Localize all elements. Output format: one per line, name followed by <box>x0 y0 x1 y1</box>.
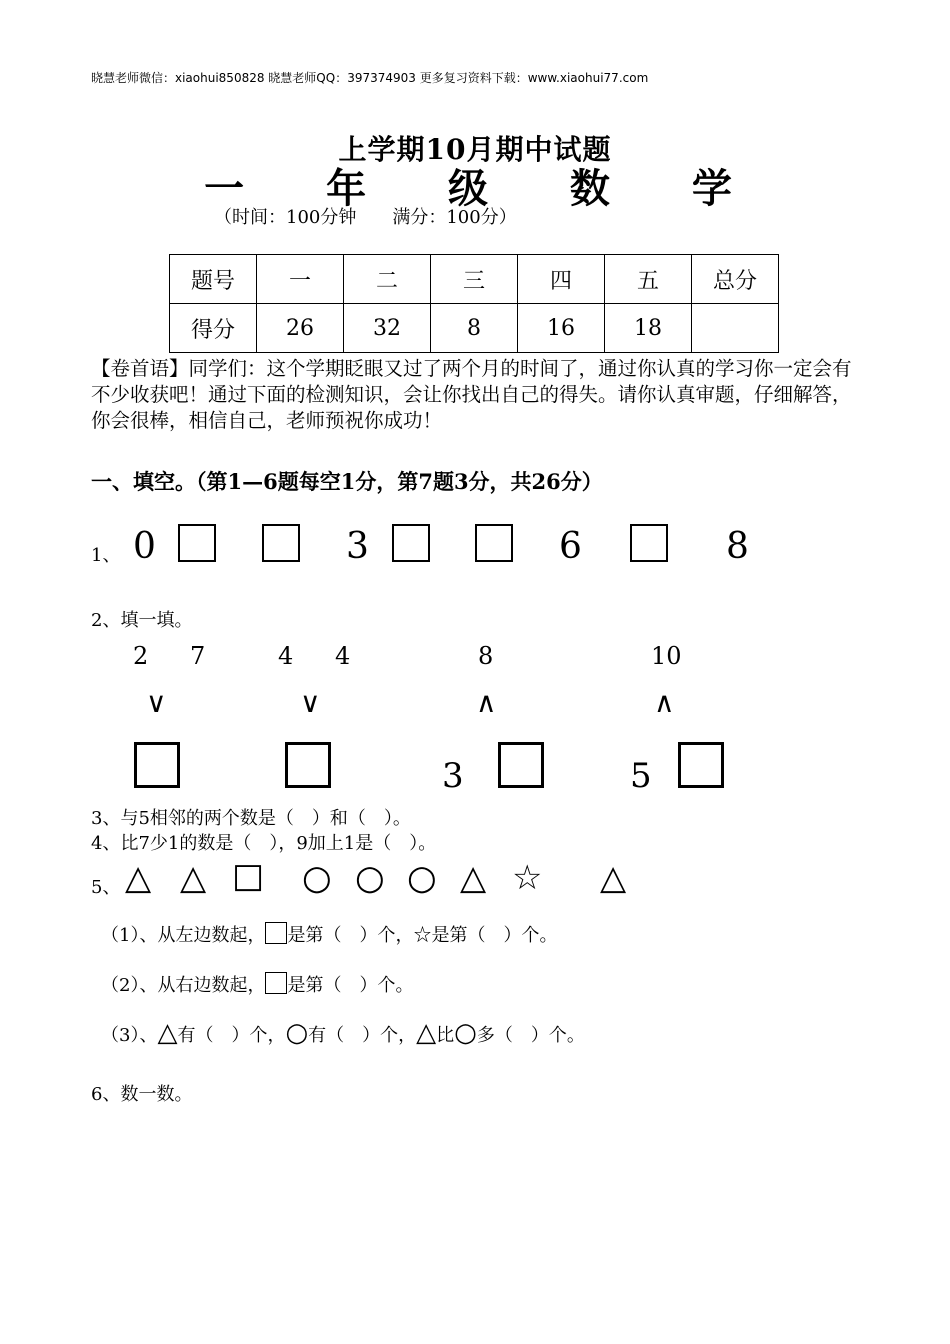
circle-icon: ○ <box>355 858 385 898</box>
triangle-icon: △ <box>180 858 207 898</box>
triangle-icon: △ <box>600 858 627 898</box>
q2-top-number: 8 <box>478 642 494 670</box>
answer-box[interactable] <box>475 524 513 562</box>
less-than-symbol: ∨ <box>146 686 167 719</box>
score-cell: 三 <box>431 255 518 304</box>
q5-sub3-part: 多（ ）个。 <box>476 1025 585 1046</box>
score-table-score-row <box>170 304 779 353</box>
square-icon: □ <box>232 856 265 896</box>
answer-box[interactable] <box>285 742 331 788</box>
q2-top-number: 10 <box>651 642 682 670</box>
q5-label: 5、 <box>91 877 121 898</box>
score-cell: 26 <box>257 304 344 353</box>
q1-number: 3 <box>346 526 369 567</box>
q5-sub3-part: 比 <box>436 1025 455 1046</box>
triangle-icon: △ <box>460 858 487 898</box>
q2-top-number: 2 <box>133 642 149 670</box>
triangle-icon: △ <box>157 1018 178 1048</box>
score-cell: 一 <box>257 255 344 304</box>
q2-bottom-number: 5 <box>630 756 652 796</box>
score-cell: 题号 <box>170 255 257 304</box>
score-cell-total[interactable] <box>692 304 779 353</box>
answer-box[interactable] <box>678 742 724 788</box>
star-icon: ☆ <box>512 858 543 898</box>
circle-icon: ○ <box>454 1018 477 1048</box>
q2-top-number: 7 <box>190 642 206 670</box>
triangle-icon: △ <box>125 858 152 898</box>
q6-text: 6、数一数。 <box>91 1084 193 1105</box>
score-cell: 二 <box>344 255 431 304</box>
q4-text: 4、比7少1的数是（ ），9加上1是（ ）。 <box>91 833 437 854</box>
score-table-header-row <box>170 255 779 304</box>
square-icon <box>265 922 287 944</box>
greater-than-symbol: ∧ <box>654 686 675 719</box>
page-header: 晓慧老师微信：xiaohui850828 晓慧老师QQ：397374903 更多复习资料下载：www.xiaohui77.com <box>91 71 649 85</box>
q3-text: 3、与5相邻的两个数是（ ）和（ ）。 <box>91 808 411 829</box>
q5-sub3-part: 有（ ）个， <box>177 1025 286 1046</box>
answer-box[interactable] <box>134 742 180 788</box>
q5-sub2-suffix: 是第（ ）个。 <box>287 975 414 996</box>
preface-text: 【卷首语】同学们：这个学期眨眼又过了两个月的时间了，通过你认真的学习你一定会有不少收获吧！通过下面的检测知识，会让你找出自己的得失。请你认真审题，仔细解答，你会很棒，相信自己，老师预祝你成功！ <box>91 357 852 432</box>
less-than-symbol: ∨ <box>300 686 321 719</box>
section1-heading: 一、填空。（第1—6题每空1分，第7题3分，共26分） <box>91 469 603 494</box>
q5-sub3-prefix: （3）、 <box>101 1025 158 1046</box>
q2-bottom-number: 3 <box>442 756 464 796</box>
q5-sub3-part: 有（ ）个， <box>308 1025 417 1046</box>
q5-sub3 <box>101 1018 585 1048</box>
circle-icon: ○ <box>302 858 332 898</box>
q2-label: 2、填一填。 <box>91 610 193 631</box>
circle-icon: ○ <box>285 1018 309 1048</box>
score-cell: 16 <box>518 304 605 353</box>
q2-top-number: 4 <box>335 642 351 670</box>
q1-number: 8 <box>726 526 749 567</box>
score-cell: 四 <box>518 255 605 304</box>
score-cell: 五 <box>605 255 692 304</box>
score-table <box>169 254 779 353</box>
exam-title: 上学期10月期中试题 <box>338 133 612 166</box>
q1-label: 1、 <box>91 545 121 566</box>
answer-box[interactable] <box>392 524 430 562</box>
q1-number: 0 <box>133 526 156 567</box>
score-cell: 32 <box>344 304 431 353</box>
circle-icon: ○ <box>407 858 437 898</box>
answer-box[interactable] <box>178 524 216 562</box>
greater-than-symbol: ∧ <box>476 686 497 719</box>
q5-sub2-prefix: （2）、从右边数起， <box>101 975 266 996</box>
q2-top-number: 4 <box>278 642 294 670</box>
time-info: （时间：100分钟 满分：100分） <box>214 207 517 228</box>
answer-box[interactable] <box>630 524 668 562</box>
q5-sub1-suffix: 是第（ ）个，☆是第（ ）个。 <box>287 925 558 946</box>
q5-sub1 <box>101 921 557 947</box>
score-cell: 总分 <box>692 255 779 304</box>
answer-box[interactable] <box>262 524 300 562</box>
q5-sub2 <box>101 971 413 997</box>
square-icon <box>265 972 287 994</box>
triangle-icon: △ <box>416 1018 437 1048</box>
exam-subject: 一 年 级 数 学 <box>204 165 766 212</box>
q1-number: 6 <box>559 526 582 567</box>
answer-box[interactable] <box>498 742 544 788</box>
score-cell: 8 <box>431 304 518 353</box>
score-cell: 18 <box>605 304 692 353</box>
score-cell: 得分 <box>170 304 257 353</box>
q5-sub1-prefix: （1）、从左边数起， <box>101 925 266 946</box>
